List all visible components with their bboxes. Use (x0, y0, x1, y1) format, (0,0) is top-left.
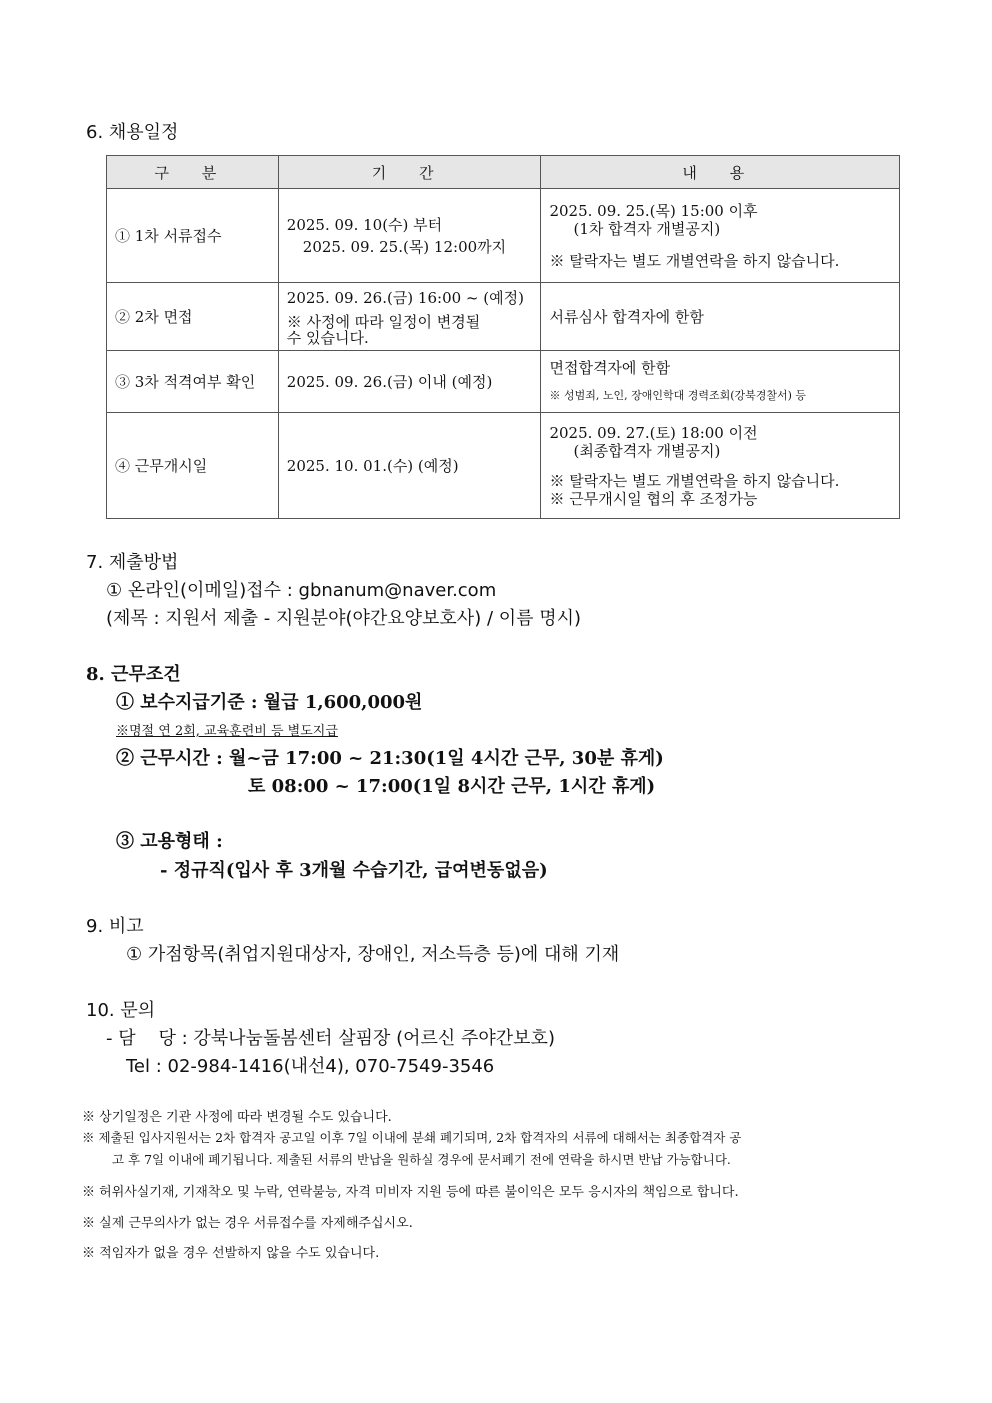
row4-content-line3: ※ 탈락자는 별도 개별연락을 하지 않습니다. (549, 471, 840, 490)
row4-step: ④ 근무개시일 (107, 413, 279, 519)
row1-content-line3: ※ 탈락자는 별도 개별연락을 하지 않습니다. (549, 251, 840, 270)
row4-content-line2: (최종합격자 개별공지) (573, 441, 721, 460)
contact-tel: Tel : 02-984-1416(내선4), 070-7549-3546 (126, 1056, 495, 1077)
row2-period-line3: 수 있습니다. (286, 328, 369, 347)
row1-content-line1: 2025. 09. 25.(목) 15:00 이후 (549, 201, 758, 220)
note-item: ※ 제출된 입사지원서는 2차 합격자 공고일 이후 7일 이내에 분쇄 폐기되며, 2차 합격자의 서류에 대해서는 최종합격자 공 (82, 1130, 742, 1145)
pay-standard: ① 보수지급기준 : 월급 1,600,000원 (116, 692, 423, 713)
contact-person: - 담 당 : 강북나눔돌봄센터 살핌장 (어르신 주야간보호) (106, 1028, 555, 1049)
row1-period-line1: 2025. 09. 10(수) 부터 (286, 215, 443, 234)
table-row (107, 283, 900, 351)
table-row (107, 351, 900, 413)
row4-content-line4: ※ 근무개시일 협의 후 조정가능 (549, 489, 758, 508)
row4-content-line1: 2025. 09. 27.(토) 18:00 이전 (549, 423, 758, 442)
row3-period: 2025. 09. 26.(금) 이내 (예정) (278, 351, 541, 413)
row1-content-line2: (1차 합격자 개별공지) (573, 219, 721, 238)
employment-type: ③ 고용형태 : (116, 831, 223, 852)
pay-note: ※명절 연 2회, 교육훈련비 등 별도지급 (116, 724, 338, 739)
row3-content-line2: ※ 성범죄, 노인, 장애인학대 경력조회(강북경찰서) 등 (549, 388, 807, 402)
submission-subject-line: (제목 : 지원서 제출 - 지원분야(야간요양보호사) / 이름 명시) (106, 608, 582, 629)
row1-step: ① 1차 서류접수 (107, 189, 279, 283)
section-7-heading: 7. 제출방법 (86, 552, 179, 573)
row3-content-line1: 면접합격자에 한함 (549, 358, 671, 377)
section-8-heading: 8. 근무조건 (86, 664, 181, 685)
table-row (107, 189, 900, 283)
row4-content (541, 413, 900, 519)
section-9-heading: 9. 비고 (86, 916, 144, 937)
row1-period (278, 189, 541, 283)
submission-email-line: ① 온라인(이메일)접수 : gbnanum@naver.com (106, 580, 497, 601)
note-item: ※ 허위사실기재, 기재착오 및 누락, 연락불능, 자격 미비자 지원 등에 따른 불이익은 모두 응시자의 책임으로 합니다. (82, 1185, 739, 1200)
working-hours-saturday: 토 08:00 ~ 17:00(1일 8시간 근무, 1시간 휴게) (248, 776, 656, 797)
section-10-heading: 10. 문의 (86, 1000, 156, 1021)
working-hours-weekday: ② 근무시간 : 월~금 17:00 ~ 21:30(1일 4시간 근무, 30분 휴게) (116, 748, 664, 769)
table-row (107, 413, 900, 519)
row2-period-line2: ※ 사정에 따라 일정이 변경될 (286, 312, 481, 331)
remarks-line: ① 가점항목(취업지원대상자, 장애인, 저소득층 등)에 대해 기재 (126, 944, 620, 965)
row3-content (541, 351, 900, 413)
row2-period-line1: 2025. 09. 26.(금) 16:00 ~ (예정) (286, 288, 524, 307)
table-header-period: 기 간 (278, 156, 541, 189)
row2-step: ② 2차 면접 (107, 283, 279, 351)
note-item: ※ 실제 근무의사가 없는 경우 서류접수를 자제해주십시오. (82, 1216, 413, 1231)
row1-content (541, 189, 900, 283)
row1-period-line2: 2025. 09. 25.(목) 12:00까지 (302, 237, 507, 256)
note-item-continued: 고 후 7일 이내에 폐기됩니다. 제출된 서류의 반납을 원하실 경우에 문서폐기 전에 연락을 하시면 반납 가능합니다. (112, 1152, 731, 1167)
section-6-heading: 6. 채용일정 (86, 122, 179, 143)
table-header-content: 내 용 (541, 156, 900, 189)
row3-step: ③ 3차 적격여부 확인 (107, 351, 279, 413)
schedule-table (106, 155, 900, 519)
employment-type-detail: - 정규직(입사 후 3개월 수습기간, 급여변동없음) (160, 860, 548, 881)
note-item: ※ 적임자가 없을 경우 선발하지 않을 수도 있습니다. (82, 1246, 380, 1261)
note-item: ※ 상기일정은 기관 사정에 따라 변경될 수도 있습니다. (82, 1110, 392, 1125)
row2-period (278, 283, 541, 351)
row4-period: 2025. 10. 01.(수) (예정) (278, 413, 541, 519)
row2-content: 서류심사 합격자에 한함 (541, 283, 900, 351)
table-header-row (107, 156, 900, 189)
table-header-category: 구 분 (107, 156, 279, 189)
